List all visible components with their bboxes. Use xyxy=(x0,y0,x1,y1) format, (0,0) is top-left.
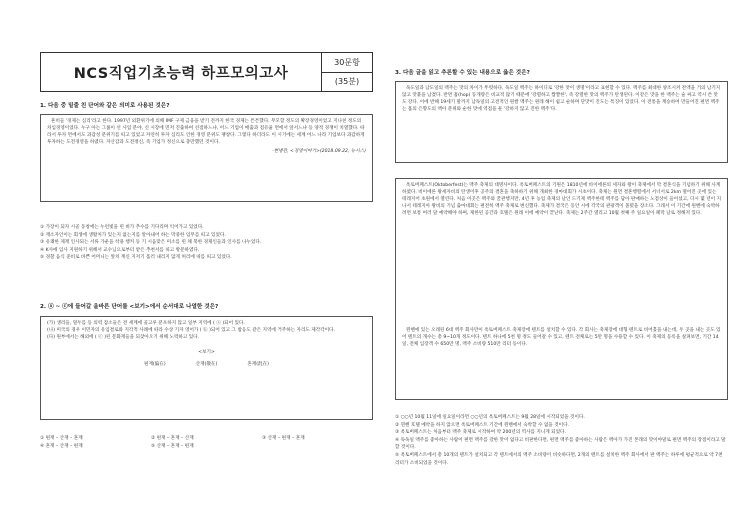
q1-passage-box xyxy=(40,114,373,202)
time-limit: (35분) xyxy=(334,77,360,87)
q1-option-4[interactable]: ④ K사에 입사 지원하기 위해서 교수님으로부터 받은 추천서를 띠고 방문하였다. xyxy=(40,247,200,253)
q3-options xyxy=(395,414,728,467)
q3-paragraph-1: 독도일과 남도일의 맥주는 맛의 차이가 뚜렷하다. 독도일 맥주는 하이디로 '강한 맛이 생명'이라고 표현할 수 있다. 맥주를 최대한 양조시켜 잔액을 거의 남기지 않고 맛붙을 남겼다. 반면 홉(hop) 동개량은 비교적 많기 때문에 '강렬하고 짭짤한', 즉 강렬한 맛의 맥주가 탄생된다. 이같은 맛을 한 맥주는 술 싸고 역시 쓴 맛도 강다. 이에 반해 19세기 말까지 남독일의 고전적인 원쌀 맥주는 원래 해이 쉽고 순하며 단맛이 진도는 특징이 있었다. 이 전통을 계승하여 만들어진 편면 맥주는 홉의 은향도의 맥아 분위와 순한 맛에 역점을 둔 '강하지 않고 진한 맥주'다. xyxy=(402,86,721,113)
q3-option-5[interactable]: ⑤ 옥토버페스트에서 총 10개의 텐트가 설치되고 각 텐트에서의 맥주 소비량이 비슷하다면, 2개의 텐트를 설치한 맥주 회사에서 판 맥주는 하루에 평균적으로 약 7천 리터가 소비되었을 것이다. xyxy=(395,452,723,466)
right-column xyxy=(395,0,730,532)
exam-title-box xyxy=(40,52,373,92)
q2-line-2: (나) 미국의 경우 이민자의 유입결로와 지각적 사례에 따라 수상 기자 영어가 ( ⓑ )되어 있고 그 밤응도 같은 지역에 거주하는 자리도 제각각이다. xyxy=(47,328,335,334)
exam-title: NCS직업기초능력 하프모의고사 xyxy=(41,53,322,91)
q2-word-list xyxy=(47,361,366,368)
q2-word-1: 편재(偏在) xyxy=(144,362,166,368)
q3-box-2 xyxy=(395,178,728,324)
q3-box-1 xyxy=(395,81,728,163)
q1-option-2[interactable]: ② 재소자인이는 회생에 생활처가 있는지 없는지를 알아내어 하는 막중한 임무를 띠고 있었다. xyxy=(40,232,226,238)
q2-option-3[interactable]: ③ 산재 – 편재 – 혼재 xyxy=(262,436,305,441)
q2-options xyxy=(40,435,373,450)
q2-option-4[interactable]: ④ 혼재 – 산재 – 편재 xyxy=(40,443,83,449)
left-column xyxy=(40,0,375,532)
q2-option-5[interactable]: ⑤ 산재 – 혼재 – 편재 xyxy=(151,443,194,449)
q3-option-4[interactable]: ④ 독독일 맥주를 좋아하는 사람이 편면 맥주를 강한 맛이 없다고 비판한다면, 편면 맥주를 좋아하는 사람은 맥아가 가진 본래의 맛이야말로 편면 맥주의 장점이라고 말할 것이다. xyxy=(395,437,726,451)
q1-passage: 흔히들 '경제는 심리'라고 한다. 1997년 외환위기에 의해 IMF 구제 금융을 받기 전까지 한국 경제는 튼튼했다. 무모할 정도의 확장경영이었고 지나친 정도의 차입경영이었다. 누구 아는 그룹이 선 사업 분야, 신 시장에 먼저 진출하여 선점하느냐, 어느 기업이 매출과 점유율 면에서 앞서느냐 등 양적 경쟁이 치열했다. 따라서 투자 면에서도 과감성 분위기를 띠고 있었고 자연히 투자 심리도 인한 경영 분위도 팽창다. 그렇다 하더라도 이 시기에는 세계 어느 나라 기업보다 과감하게 투자하는 도전경영을 하였다. 자산감과 도전정신, 즉 기업가 정신으로 충만했던 것이다. xyxy=(47,119,365,146)
q2-option-1[interactable]: ① 편재 – 산재 – 혼재 xyxy=(40,436,83,441)
q2-box-label: <보기> xyxy=(198,350,215,356)
q3-option-2[interactable]: ② 뮌헨 호텔 예약을 하지 않으면 옥토버페스트 기간에 뮌헨에서 숙박할 수 없을 것이다. xyxy=(395,422,569,428)
q3-paragraph-2: 옥토버페스트(Oktoberfest)는 맥주 축제의 대명사이다. 옥토버페스트의 기원은 1810년에 바이에른의 세자와 왕이 축제에서 막 결혼식을 기념하기 위해 사계하였다. 비이에른 왕세자비의 탄생이후 공주의 결혼을 축하하기 위해 개최한 경마대회가 시초이다. 축제는 원면 결혼행렬에서 서너서로 2km 떨어진 곳에 있는 테레지어 초원에서 열린다. 처음 이곳은 맥주와 꿀관행지만, 4년 후 농업 축제의 날인 드기제 맥주한테 맥주를 담아 판매하는 노점상이 들어섰고, 디시 몇 년이 지나서 테레지아 왕비의 기념 출마대회는 편전히 맥주 축제로 변신했다. 축제가 결국은 동안 시에 각국의 관광객이 몰렸을 장소다. 그래서 이 기간에 원벤에 숙박하려면 보통 여러 달 예약해야 하며, 제한된 공간과 호텔은 원래 이에 예약이 끝난다. 축제는 2주간 열리고 10월 첫째 주 일요일이 폐막 날로 정해져 있다. xyxy=(402,183,722,217)
q2-option-2[interactable]: ② 편재 – 혼재 – 산재 xyxy=(151,436,194,441)
q3-option-3[interactable]: ③ 옥토버페스트는 처음부터 맥주 축제로 시작하여 약 200년의 역사를 지니게 되었다. xyxy=(395,430,566,436)
q3-option-1[interactable]: ① ○○년 10월 11일에 일요일이라면 ○○년의 옥토버페스트는 9월 28일에 시작되었을 것이다. xyxy=(395,415,585,420)
q3-paragraph-3: 뮌헨에 있는 오래된 6대 맥주 회사만이 옥토버페스트 축제장에 텐트를 설치할 수 있다. 각 회사는 축제장에 대형 텐트로 비어홀을 내는데, 두 곳을 내는 곳도 있어 텐트의 개수는 총 9~10개 정도이다. 텐트 하나에 5천 명 정도 들어갈 수 있고, 텐트 전체로는 5만 명을 수용할 수 있다. 이 축제의 등록을 살펴보면, 기간 14일, 전체 입장객 수 650만 명, 맥주 소비량 510만 리터 등이다. xyxy=(402,328,721,348)
q1-option-5[interactable]: ⑤ 경찰 음식 준비로 바쁜 어머니는 앞치 계신 지저기 흘러 내리지 않게 허리에 띠를 띠고 있었다. xyxy=(40,255,232,261)
q1-question: 1. 다음 중 밑줄 친 단어와 같은 의미로 사용된 것은? xyxy=(40,103,170,109)
q1-options xyxy=(40,224,373,262)
exam-meta xyxy=(322,53,372,91)
q2-question: 2. ⓐ ~ ⓒ에 들어갈 올바른 단어를 <보기>에서 순서대로 나열한 것은? xyxy=(40,304,219,310)
q3-question: 3. 다음 글을 읽고 추론할 수 있는 내용으로 옳은 것은? xyxy=(395,70,530,76)
q2-line-3: (다) 원부에서는 해외에 ( ⓒ )된 문화재들을 되찾아오기 위해 노력하고 있다. xyxy=(47,335,200,341)
q2-passage-box xyxy=(40,316,373,420)
q1-source: -현병관, <경영이야기>(2018.09.22, 뉴시스) xyxy=(272,149,366,155)
q2-line-1: (가) 생리들, 멀두를 등 의력 잠소들은 전 세계에 골고루 분포하지 않고 일부 지역에 ( ⓐ )되어 있다. xyxy=(47,321,245,326)
q1-option-1[interactable]: ① 가장이 되자 시골 동창에는 누런빛을 띤 벼가 추수를 기다리며 익어가고 있었다. xyxy=(40,225,204,230)
q2-word-2: 산재(散在) xyxy=(195,362,218,368)
q2-word-3: 혼재(混在) xyxy=(247,362,269,368)
question-count: 30문항 xyxy=(322,53,372,73)
q3-box-3 xyxy=(395,324,728,400)
q1-option-3[interactable]: ③ 유쾌한 제재 인사되는 서류 가운을 착용 행커 등 기 시음맞은 미소를 띤 채 북한 경제인들과 인사를 나누었다. xyxy=(40,240,262,246)
